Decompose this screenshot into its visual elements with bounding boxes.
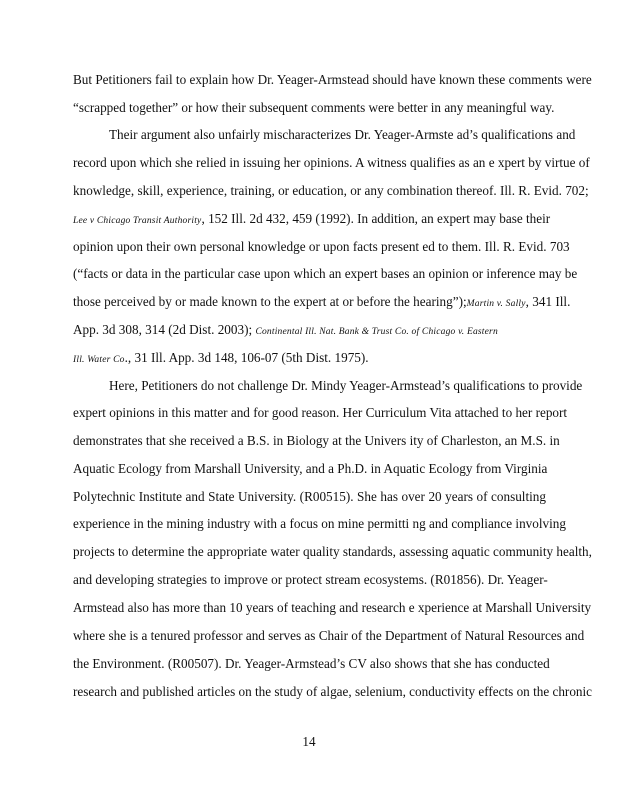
paragraph-line: knowledge, skill, experience, training, or education, or any combination thereof. Ill. R. Evid. 702; <box>73 183 589 198</box>
paragraph-line: Their argument also unfairly mischaracterizes Dr. Yeager-Armste ad’s qualifications and <box>109 127 576 142</box>
paragraph-line <box>73 350 546 368</box>
paragraph-line: opinion upon their own personal knowledge or upon facts present ed to them. Ill. R. Evid. 703 <box>73 239 570 254</box>
paragraph-line: (“facts or data in the particular case upon which an expert bases an opinion or inference may be <box>73 266 578 281</box>
paragraph-line: Aquatic Ecology from Marshall University, and a Ph.D. in Aquatic Ecology from Virginia <box>73 461 548 476</box>
paragraph-line: research and published articles on the study of algae, selenium, conductivity effects on the chronic <box>73 684 593 699</box>
paragraph-line: and developing strategies to improve or protect stream ecosystems. (R01856). Dr. Yeager- <box>73 572 548 587</box>
paragraph-line <box>73 322 546 340</box>
paragraph-line: where she is a tenured professor and serves as Chair of the Department of Natural Resources and <box>73 628 585 643</box>
paragraph-line: Armstead also has more than 10 years of teaching and research e xperience at Marshall University <box>73 600 592 615</box>
paragraph-line: “scrapped together” or how their subsequent comments were better in any meaningful way. <box>73 100 555 115</box>
quote-text: those perceived by or made known to the expert at or before the hearing”); <box>73 294 467 309</box>
paragraph-line: demonstrates that she received a B.S. in Biology at the Univers ity of Charleston, an M.S. in <box>73 433 560 448</box>
case-citation: Continental Ill. Nat. Bank & Trust Co. of Chicago v. Eastern <box>255 327 498 337</box>
paragraph-line: projects to determine the appropriate water quality standards, assessing aquatic community health, <box>73 544 592 559</box>
paragraph-line: record upon which she relied in issuing her opinions. A witness qualifies as an e xpert by virtue of <box>73 155 590 170</box>
case-citation: Ill. Water Co <box>73 355 125 365</box>
paragraph-line: Here, Petitioners do not challenge Dr. Mindy Yeager-Armstead’s qualifications to provide <box>109 378 583 393</box>
page-number: 14 <box>302 734 316 749</box>
citation-text: App. 3d 308, 314 (2d Dist. 2003); <box>73 322 253 337</box>
paragraph-line <box>73 294 571 312</box>
paragraph-line: expert opinions in this matter and for good reason. Her Curriculum Vita attached to her report <box>73 405 568 420</box>
citation-text: , 341 Ill. <box>525 294 571 309</box>
paragraph-line <box>73 211 551 229</box>
paragraph-line: experience in the mining industry with a focus on mine permitti ng and compliance involving <box>73 516 566 531</box>
citation-text: , 152 Ill. 2d 432, 459 (1992). In addition, an expert may base their <box>201 211 551 226</box>
case-citation: Martin v. Sally <box>466 299 526 309</box>
paragraph-line: But Petitioners fail to explain how Dr. Yeager-Armstead should have known these comments were <box>73 72 592 87</box>
case-citation: Lee v Chicago Transit Authority <box>73 216 202 226</box>
paragraph-line: the Environment. (R00507). Dr. Yeager-Armstead’s CV also shows that she has conducted <box>73 656 550 671</box>
paragraph-line: Polytechnic Institute and State University. (R00515). She has over 20 years of consulting <box>73 489 546 504</box>
citation-text: ., 31 Ill. App. 3d 148, 106-07 (5th Dist. 1975). <box>124 350 369 365</box>
